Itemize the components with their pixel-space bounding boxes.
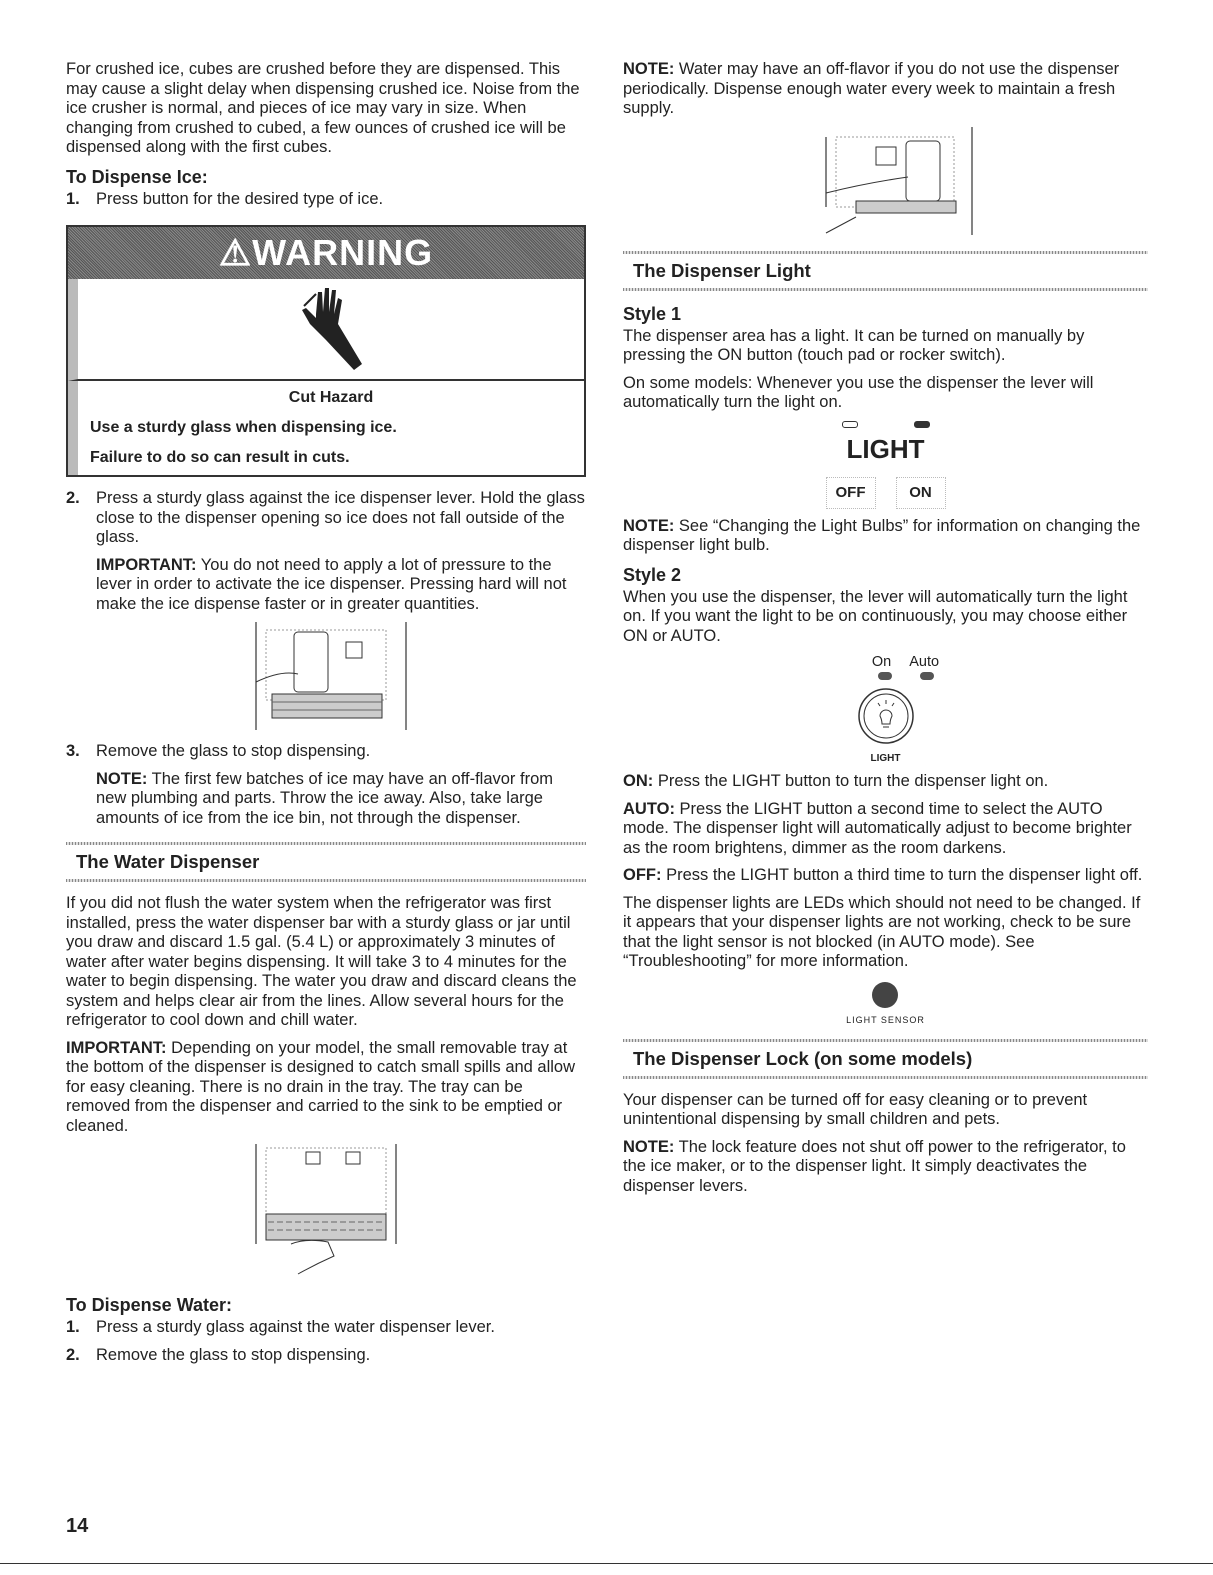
crushed-ice-paragraph: For crushed ice, cubes are crushed before they are dispensed. This may cause a slight delay when dispensing crushed ice. Noise from the ice crusher is normal, and pieces of ice may vary in size. When changing from crushed to cubed, a few ounces of crushed ice will be dispensed along with the first cubes.	[66, 60, 580, 156]
note-light-bulbs	[623, 517, 1148, 556]
warning-line-2: Failure to do so can result in cuts.	[90, 449, 350, 466]
on-mode-label: On	[871, 654, 892, 670]
right-column	[623, 60, 1148, 1204]
step-number: 2.	[66, 489, 80, 507]
left-column	[66, 60, 586, 1373]
on-indicator	[878, 672, 892, 680]
step-number: 1.	[66, 1318, 80, 1336]
ice-step-1	[66, 190, 586, 210]
mode-indicators	[663, 672, 1148, 680]
light-bulb-button-icon	[856, 686, 916, 746]
warning-hazard: Cut Hazard	[288, 389, 374, 406]
definition-text: Press the LIGHT button to turn the dispenser light on.	[653, 772, 1049, 790]
lock-note	[623, 1138, 1148, 1197]
important-text: Depending on your model, the small removable tray at the bottom of the dispenser is designed to catch small spills and allow for easy cleaning. There is no drain in the tray. The tray can be removed from the dispenser and carried to the sink to be emptied or cleaned.	[66, 1038, 576, 1135]
step-text: Press a sturdy glass against the ice dispenser lever. Hold the glass close to the dispenser opening so ice does not fall outside of the glass.	[96, 489, 585, 546]
warning-title: ⚠WARNING	[218, 232, 434, 273]
page-number: 14	[66, 1515, 89, 1537]
section-title: The Dispenser Light	[633, 259, 811, 281]
auto-mode-label: Auto	[909, 654, 940, 670]
water-step-2	[66, 1346, 586, 1366]
step-text: Remove the glass to stop dispensing.	[96, 742, 371, 760]
dispenser-tray-icon	[236, 1144, 416, 1284]
note-text: The first few batches of ice may have an off-flavor from new plumbing and parts. Throw the ice away. Also, take large amounts of ice from the ice bin, not through the dispenser.	[96, 769, 553, 827]
dispense-water-heading: To Dispense Water:	[66, 1295, 233, 1315]
style1-heading: Style 1	[623, 303, 682, 324]
section-divider	[623, 1076, 1148, 1079]
definition-label: AUTO:	[623, 799, 675, 818]
note-off-flavor-water	[623, 60, 1148, 119]
important-note	[96, 556, 586, 615]
dispenser-lock-section-header	[623, 1039, 1148, 1079]
section-divider	[66, 879, 586, 882]
warning-body	[68, 381, 584, 475]
on-indicator	[914, 421, 930, 428]
auto-indicator	[920, 672, 934, 680]
off-button: OFF	[826, 477, 876, 509]
water-glass-icon	[796, 127, 976, 237]
note-text: Water may have an off-flavor if you do not use the dispenser periodically. Dispense enough water every week to maintain a fresh supply.	[623, 60, 1120, 117]
light-control-style1	[623, 421, 1148, 509]
water-tray-illustration	[66, 1144, 586, 1284]
light-sensor-illustration	[623, 980, 1148, 1025]
note-label: NOTE:	[623, 516, 675, 535]
off-definition	[623, 866, 1148, 886]
style2-paragraph: When you use the dispenser, the lever will automatically turn the light on. If you want the light to be on continuously, you may choose either ON or AUTO.	[623, 587, 1128, 645]
ice-step-3	[66, 742, 586, 762]
light-control-style2	[623, 654, 1148, 764]
dispense-ice-heading: To Dispense Ice:	[66, 166, 208, 187]
water-tray-important	[66, 1039, 586, 1137]
ice-dispenser-illustration	[66, 622, 586, 732]
important-label: IMPORTANT:	[66, 1038, 167, 1057]
on-definition	[623, 772, 1148, 792]
style1-paragraph-1: The dispenser area has a light. It can be turned on manually by pressing the ON button (touch pad or rocker switch).	[623, 326, 1085, 364]
step-number: 1.	[66, 189, 80, 208]
off-indicator	[842, 421, 858, 428]
step-text: Press button for the desired type of ice.	[96, 189, 384, 208]
on-button: ON	[896, 477, 946, 509]
indicator-row	[623, 421, 1148, 428]
section-divider	[623, 288, 1148, 291]
light-label: LIGHT	[846, 433, 925, 464]
section-title: The Water Dispenser	[76, 851, 260, 872]
note-text: See “Changing the Light Bulbs” for information on changing the dispenser light bulb.	[623, 516, 1141, 554]
dispenser-light-section-header	[623, 251, 1148, 291]
warning-box	[66, 225, 586, 477]
led-paragraph: The dispenser lights are LEDs which should not need to be changed. If it appears that your dispenser lights are not working, check to be sure that the light sensor is not blocked (in AUTO mode). See “Troubleshooting” for more information.	[623, 893, 1141, 970]
definition-text: Press the LIGHT button a second time to select the AUTO mode. The dispenser light will automatically adjust to become brighter as the room brightens, dimmer as the room darkens.	[623, 799, 1132, 857]
note-label: NOTE:	[623, 1137, 675, 1156]
auto-definition	[623, 800, 1148, 859]
definition-label: OFF:	[623, 866, 662, 884]
light-button-label: LIGHT	[870, 753, 901, 764]
definition-label: ON:	[623, 772, 654, 790]
cut-hazard-illustration	[68, 279, 584, 381]
note-label: NOTE:	[623, 60, 675, 78]
glass-dispenser-icon	[236, 622, 416, 732]
mode-labels	[663, 654, 1148, 670]
step-number: 2.	[66, 1345, 80, 1364]
bottom-rule	[0, 1563, 1213, 1564]
water-flush-paragraph: If you did not flush the water system when the refrigerator was first installed, press the water dispenser bar with a sturdy glass or jar until you draw and discard 1.5 gal. (5.4 L) or approximately 3 minutes of water after water begins dispensing. It will take 3 to 4 minutes for the water to begin dispensing. The water you draw and discard cleans the system and helps clear air from the lines. Allow several hours for the refrigerator to cool down and chill water.	[66, 894, 577, 1029]
step-text: Press a sturdy glass against the water dispenser lever.	[96, 1318, 495, 1336]
lock-paragraph: Your dispenser can be turned off for easy cleaning or to prevent unintentional dispensing by small children and pets.	[623, 1090, 1088, 1128]
definition-text: Press the LIGHT button a third time to turn the dispenser light off.	[661, 866, 1143, 884]
step-number: 3.	[66, 742, 80, 760]
note-text: The lock feature does not shut off power to the refrigerator, to the ice maker, or to the dispenser light. It simply deactivates the dispenser levers.	[623, 1137, 1126, 1195]
off-on-buttons	[623, 477, 1148, 509]
important-label: IMPORTANT:	[96, 555, 197, 574]
style2-heading: Style 2	[623, 564, 682, 585]
light-sensor-icon	[865, 980, 905, 1010]
water-dispenser-section-header	[66, 842, 586, 882]
section-title: The Dispenser Lock (on some models)	[633, 1047, 973, 1069]
cut-hand-icon	[296, 284, 366, 374]
ice-step-2	[66, 489, 586, 548]
water-glass-illustration	[623, 127, 1148, 237]
warning-line-1: Use a sturdy glass when dispensing ice.	[90, 419, 397, 436]
style1-paragraph-2: On some models: Whenever you use the dispenser the lever will automatically turn the light on.	[623, 373, 1094, 411]
step-text: Remove the glass to stop dispensing.	[96, 1345, 371, 1364]
warning-banner	[68, 227, 584, 279]
light-sensor-label: LIGHT SENSOR	[846, 1014, 925, 1025]
note-off-flavor	[96, 770, 586, 829]
note-label: NOTE:	[96, 769, 148, 788]
water-step-1	[66, 1318, 586, 1338]
important-text: You do not need to apply a lot of pressure to the lever in order to activate the ice dispenser. Pressing hard will not make the ice dispense faster or in greater quantities.	[96, 555, 567, 613]
